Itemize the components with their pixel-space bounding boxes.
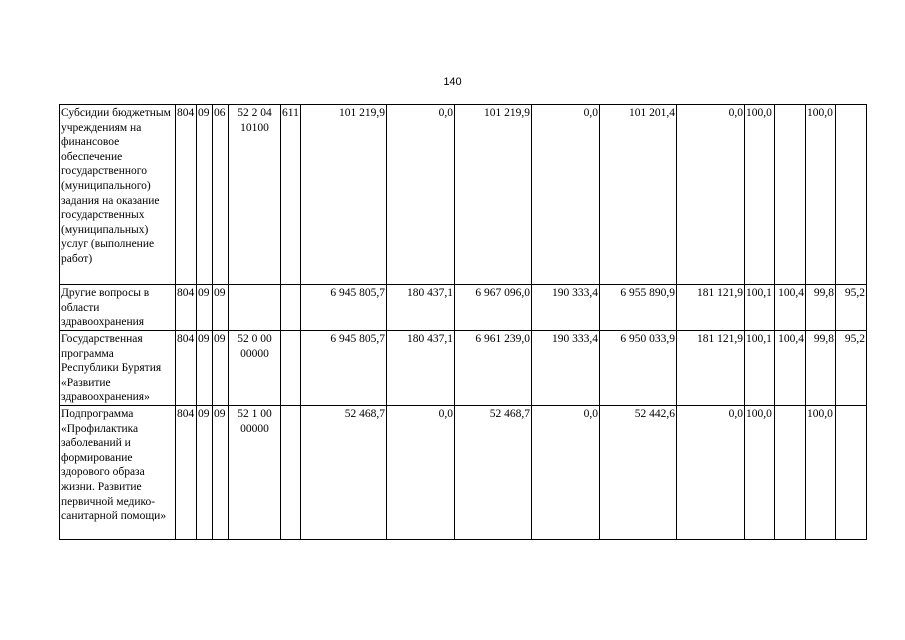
percent-cell: 100,0 <box>745 105 775 285</box>
target-article-code: 52 1 00 00000 <box>229 405 281 539</box>
value-cell: 0,0 <box>387 105 455 285</box>
value-cell: 101 201,4 <box>600 105 677 285</box>
table-row <box>60 405 867 539</box>
subsection-code: 09 <box>213 405 229 539</box>
section-code: 09 <box>197 331 213 406</box>
percent-cell: 100,0 <box>745 405 775 539</box>
percent-cell: 95,2 <box>836 285 867 331</box>
row-name: Государственная программа Республики Бурятия «Развитие здравоохранения» <box>60 331 176 406</box>
expense-type-code <box>281 285 301 331</box>
target-article-code: 52 0 00 00000 <box>229 331 281 406</box>
section-code: 09 <box>197 105 213 285</box>
table-row <box>60 105 867 285</box>
percent-cell: 100,4 <box>775 331 806 406</box>
value-cell: 6 950 033,9 <box>600 331 677 406</box>
ved-code: 804 <box>176 105 197 285</box>
page-number: 140 <box>443 76 462 88</box>
expense-type-code <box>281 331 301 406</box>
percent-cell: 95,2 <box>836 331 867 406</box>
value-cell: 101 219,9 <box>301 105 387 285</box>
ved-code: 804 <box>176 405 197 539</box>
value-cell: 6 955 890,9 <box>600 285 677 331</box>
value-cell: 180 437,1 <box>387 285 455 331</box>
percent-cell: 99,8 <box>806 285 836 331</box>
value-cell: 52 468,7 <box>455 405 532 539</box>
percent-cell: 100,0 <box>806 405 836 539</box>
budget-table <box>59 104 867 540</box>
percent-cell <box>775 105 806 285</box>
expense-type-code <box>281 405 301 539</box>
value-cell: 0,0 <box>677 405 745 539</box>
value-cell: 0,0 <box>532 405 600 539</box>
value-cell: 190 333,4 <box>532 331 600 406</box>
value-cell: 0,0 <box>387 405 455 539</box>
row-name: Подпрограмма «Профилактика заболеваний и формирование здорового образа жизни. Развитие первичной медико-санитарной помощи» <box>60 405 176 539</box>
value-cell: 190 333,4 <box>532 285 600 331</box>
value-cell: 6 945 805,7 <box>301 331 387 406</box>
expense-type-code: 611 <box>281 105 301 285</box>
percent-cell: 99,8 <box>806 331 836 406</box>
value-cell: 0,0 <box>532 105 600 285</box>
subsection-code: 06 <box>213 105 229 285</box>
value-cell: 101 219,9 <box>455 105 532 285</box>
percent-cell: 100,0 <box>806 105 836 285</box>
target-article-code: 52 2 04 10100 <box>229 105 281 285</box>
percent-cell <box>836 105 867 285</box>
ved-code: 804 <box>176 331 197 406</box>
row-name: Другие вопросы в области здравоохранения <box>60 285 176 331</box>
percent-cell <box>775 405 806 539</box>
percent-cell: 100,4 <box>775 285 806 331</box>
section-code: 09 <box>197 405 213 539</box>
value-cell: 180 437,1 <box>387 331 455 406</box>
value-cell: 6 967 096,0 <box>455 285 532 331</box>
value-cell: 6 961 239,0 <box>455 331 532 406</box>
target-article-code <box>229 285 281 331</box>
table-row <box>60 331 867 406</box>
percent-cell: 100,1 <box>745 331 775 406</box>
value-cell: 181 121,9 <box>677 331 745 406</box>
value-cell: 6 945 805,7 <box>301 285 387 331</box>
subsection-code: 09 <box>213 285 229 331</box>
section-code: 09 <box>197 285 213 331</box>
value-cell: 181 121,9 <box>677 285 745 331</box>
value-cell: 52 468,7 <box>301 405 387 539</box>
value-cell: 0,0 <box>677 105 745 285</box>
percent-cell: 100,1 <box>745 285 775 331</box>
row-name: Субсидии бюджетным учреждениям на финансовое обеспечение государственного (муниципального) задания на оказание государственных (муниципальных) услуг (выполнение работ) <box>60 105 176 285</box>
ved-code: 804 <box>176 285 197 331</box>
table-row <box>60 285 867 331</box>
subsection-code: 09 <box>213 331 229 406</box>
value-cell: 52 442,6 <box>600 405 677 539</box>
percent-cell <box>836 405 867 539</box>
